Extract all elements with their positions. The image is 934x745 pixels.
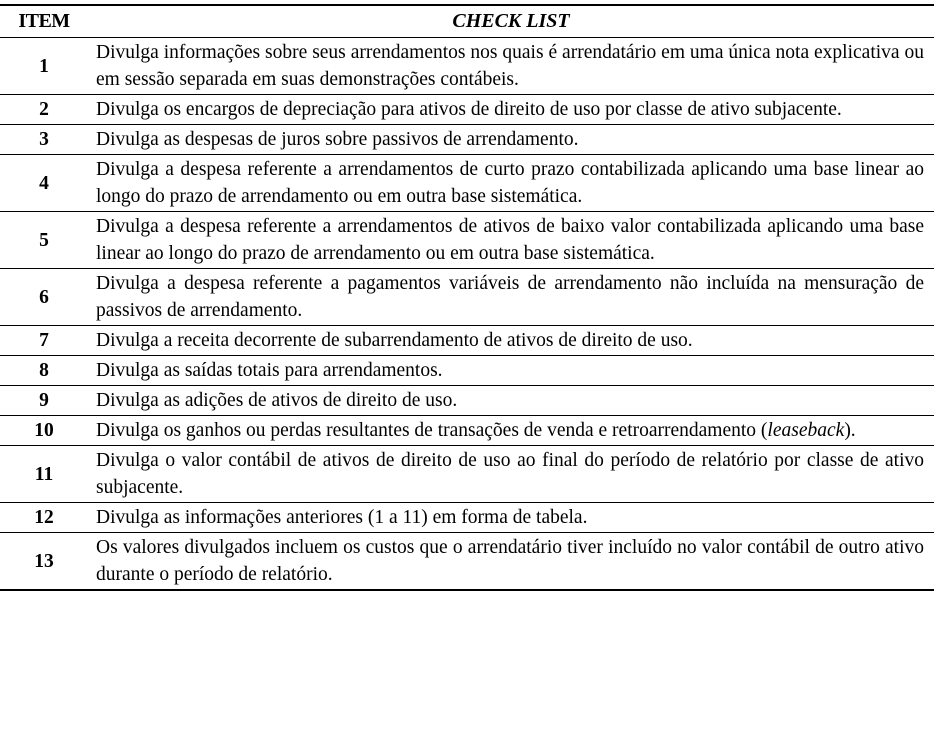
- item-description: Divulga o valor contábil de ativos de direito de uso ao final do período de relatório por classe de ativo subjacente.: [96, 450, 924, 498]
- item-number: 5: [39, 229, 49, 251]
- item-number: 9: [39, 390, 49, 411]
- item-number: 2: [39, 99, 49, 120]
- table-row: [0, 155, 934, 212]
- item-description: Divulga a receita decorrente de subarrendamento de ativos de direito de uso.: [96, 330, 693, 351]
- item-number: 1: [39, 55, 49, 77]
- item-description: Divulga informações sobre seus arrendamentos nos quais é arrendatário em uma única nota explicativa ou em sessão separada em suas demonstrações contábeis.: [96, 42, 924, 90]
- item-description: Divulga a despesa referente a pagamentos variáveis de arrendamento não incluída na mensuração de passivos de arrendamento.: [96, 273, 924, 321]
- table-row: [0, 212, 934, 269]
- table-row: [0, 356, 934, 386]
- table-header-row: [0, 5, 934, 38]
- item-description-text-end: ).: [844, 420, 856, 441]
- table-row: [0, 125, 934, 155]
- item-number: 12: [34, 507, 54, 528]
- column-header-checklist: CHECK LIST: [452, 10, 570, 32]
- italic-term: leaseback: [767, 420, 845, 441]
- item-description: Divulga as saídas totais para arrendamentos.: [96, 360, 443, 381]
- table-row: [0, 269, 934, 326]
- item-number: 10: [34, 420, 54, 441]
- item-description: Divulga as informações anteriores (1 a 11) em forma de tabela.: [96, 507, 588, 528]
- table-row: [0, 95, 934, 125]
- item-description-text: Divulga os ganhos ou perdas resultantes de transações de venda e retroarrendamento (: [96, 420, 768, 441]
- item-description: Divulga as adições de ativos de direito de uso.: [96, 390, 458, 411]
- item-number: 7: [39, 330, 49, 351]
- item-number: 11: [34, 463, 54, 485]
- item-description: [88, 416, 934, 446]
- item-description: Divulga a despesa referente a arrendamentos de curto prazo contabilizada aplicando uma base linear ao longo do prazo de arrendamento ou em outra base sistemática.: [96, 159, 924, 207]
- table-row: [0, 38, 934, 95]
- checklist-table: [0, 4, 934, 591]
- item-description: Divulga os encargos de depreciação para ativos de direito de uso por classe de ativo subjacente.: [96, 99, 842, 120]
- item-number: 8: [39, 360, 49, 381]
- column-header-item: ITEM: [18, 10, 70, 32]
- item-description: Os valores divulgados incluem os custos que o arrendatário tiver incluído no valor contábil de outro ativo durante o período de relatório.: [96, 537, 924, 585]
- table-row: [0, 533, 934, 591]
- item-description: Divulga as despesas de juros sobre passivos de arrendamento.: [96, 129, 579, 150]
- table-row: [0, 446, 934, 503]
- item-description: Divulga a despesa referente a arrendamentos de ativos de baixo valor contabilizada aplicando uma base linear ao longo do prazo de arrendamento ou em outra base sistemática.: [96, 216, 924, 264]
- item-number: 13: [34, 550, 54, 572]
- table-row: [0, 326, 934, 356]
- table-row: [0, 416, 934, 446]
- item-number: 4: [39, 172, 49, 194]
- table-row: [0, 503, 934, 533]
- checklist-table-container: [0, 4, 934, 591]
- table-row: [0, 386, 934, 416]
- item-number: 3: [39, 129, 49, 150]
- item-number: 6: [39, 286, 49, 308]
